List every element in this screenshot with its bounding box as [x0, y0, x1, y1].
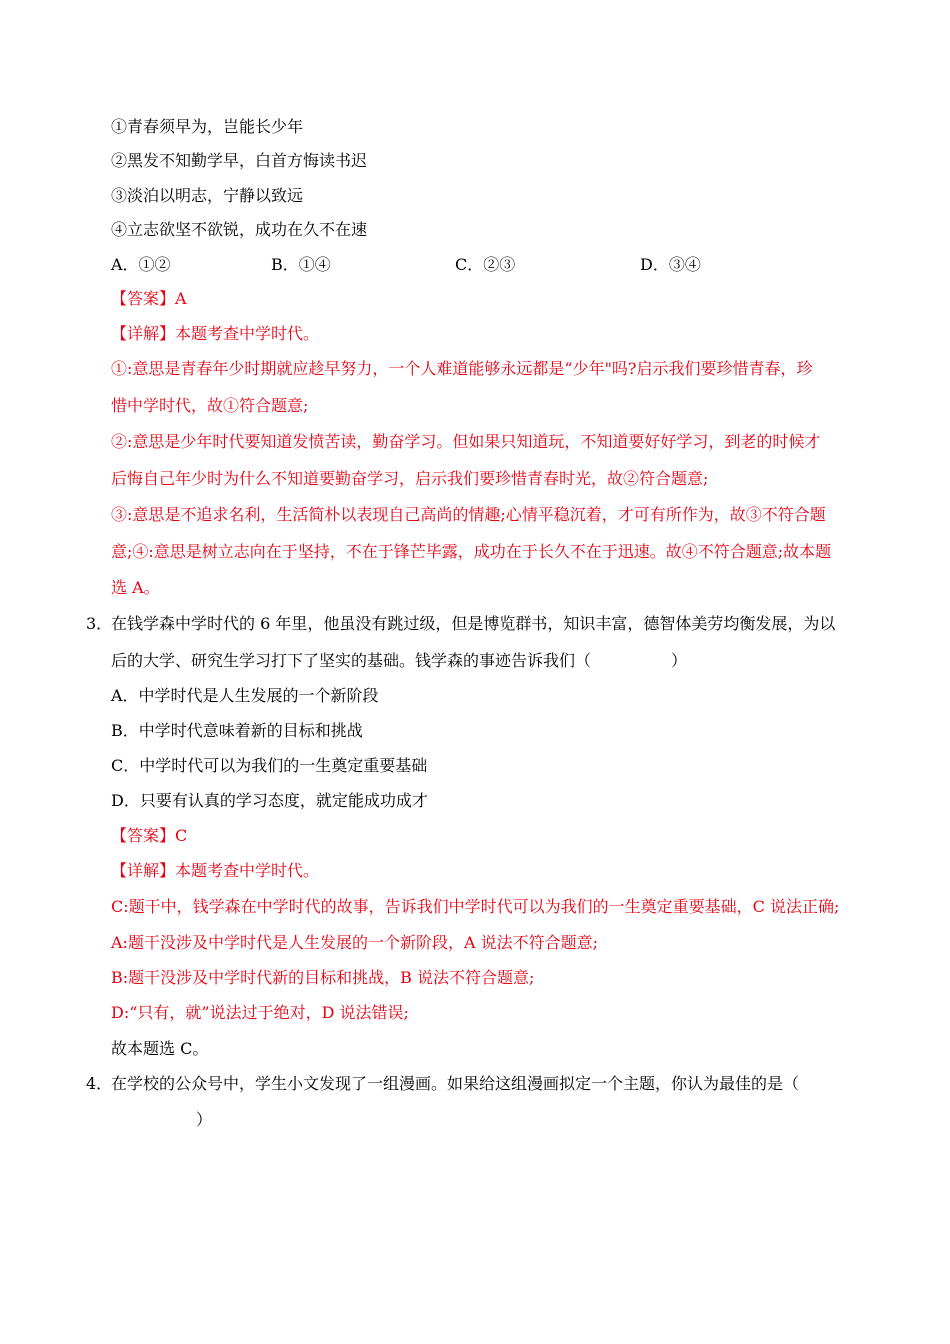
question-number: 3． — [86, 614, 113, 633]
q3-option-d: D．只要有认真的学习态度，就定能成功成才 — [111, 791, 428, 810]
q2-option-a: A．①② — [111, 255, 171, 274]
q3-conclusion: 故本题选 C。 — [111, 1039, 209, 1058]
q2-option-b: B．①④ — [271, 255, 331, 274]
q2-explanation-line: 后悔自己年少时为什么不知道要勤奋学习，启示我们要珍惜青春时光，故②符合题意; — [111, 469, 709, 488]
q2-explanation-line: 选 A。 — [111, 578, 160, 597]
q2-explanation-line: 意;④:意思是树立志向在于坚持，不在于锋芒毕露，成功在于长久不在于迅速。故④不符合题意;故本题 — [111, 542, 832, 561]
q2-explanation-line: 惜中学时代，故①符合题意; — [111, 396, 309, 415]
q4-stem-line: 在学校的公众号中，学生小文发现了一组漫画。如果给这组漫画拟定一个主题，你认为最佳的是（ — [111, 1074, 800, 1093]
q3-stem-line: 后的大学、研究生学习打下了坚实的基础。钱学森的事迹告诉我们（ ） — [111, 651, 688, 670]
q3-explanation-line: C:题干中，钱学森在中学时代的故事，告诉我们中学时代可以为我们的一生奠定重要基础，C 说法正确; — [111, 897, 840, 916]
statement-4: ④立志欲坚不欲锐，成功在久不在速 — [111, 220, 368, 239]
q3-explanation-line: B:题干没涉及中学时代新的目标和挑战，B 说法不符合题意; — [111, 968, 535, 987]
q2-detail-title: 【详解】本题考查中学时代。 — [111, 324, 320, 343]
q3-option-b: B．中学时代意味着新的目标和挑战 — [111, 721, 363, 740]
q4-stem-close: ） — [196, 1110, 213, 1129]
q3-answer: 【答案】C — [111, 826, 188, 845]
q3-option-a: A．中学时代是人生发展的一个新阶段 — [111, 686, 379, 705]
statement-2: ②黑发不知勤学早，白首方悔读书迟 — [111, 151, 368, 170]
question-number: 4． — [86, 1074, 113, 1093]
statement-3: ③淡泊以明志，宁静以致远 — [111, 186, 304, 205]
q3-detail-title: 【详解】本题考查中学时代。 — [111, 861, 320, 880]
q3-stem-line: 在钱学森中学时代的 6 年里，他虽没有跳过级，但是博览群书，知识丰富，德智体美劳均衡发展，为以 — [111, 614, 836, 633]
q2-option-c: C．②③ — [455, 255, 516, 274]
q2-explanation-line: ③:意思是不追求名利，生活简朴以表现自己高尚的情趣;心情平稳沉着，才可有所作为，故③不符合题 — [111, 505, 826, 524]
q2-explanation-line: ②:意思是少年时代要知道发愤苦读，勤奋学习。但如果只知道玩，不知道要好好学习，到老的时候才 — [111, 432, 821, 451]
q2-option-d: D．③④ — [640, 255, 701, 274]
q3-explanation-line: A:题干没涉及中学时代是人生发展的一个新阶段，A 说法不符合题意; — [111, 933, 598, 952]
q3-option-c: C．中学时代可以为我们的一生奠定重要基础 — [111, 756, 428, 775]
statement-1: ①青春须早为，岂能长少年 — [111, 117, 304, 136]
q2-explanation-line: ①:意思是青春年少时期就应趁早努力，一个人难道能够永远都是“少年"吗?启示我们要珍惜青春，珍 — [111, 359, 813, 378]
q2-answer: 【答案】A — [111, 289, 187, 308]
q3-explanation-line: D:“只有，就”说法过于绝对，D 说法错误; — [111, 1003, 409, 1022]
